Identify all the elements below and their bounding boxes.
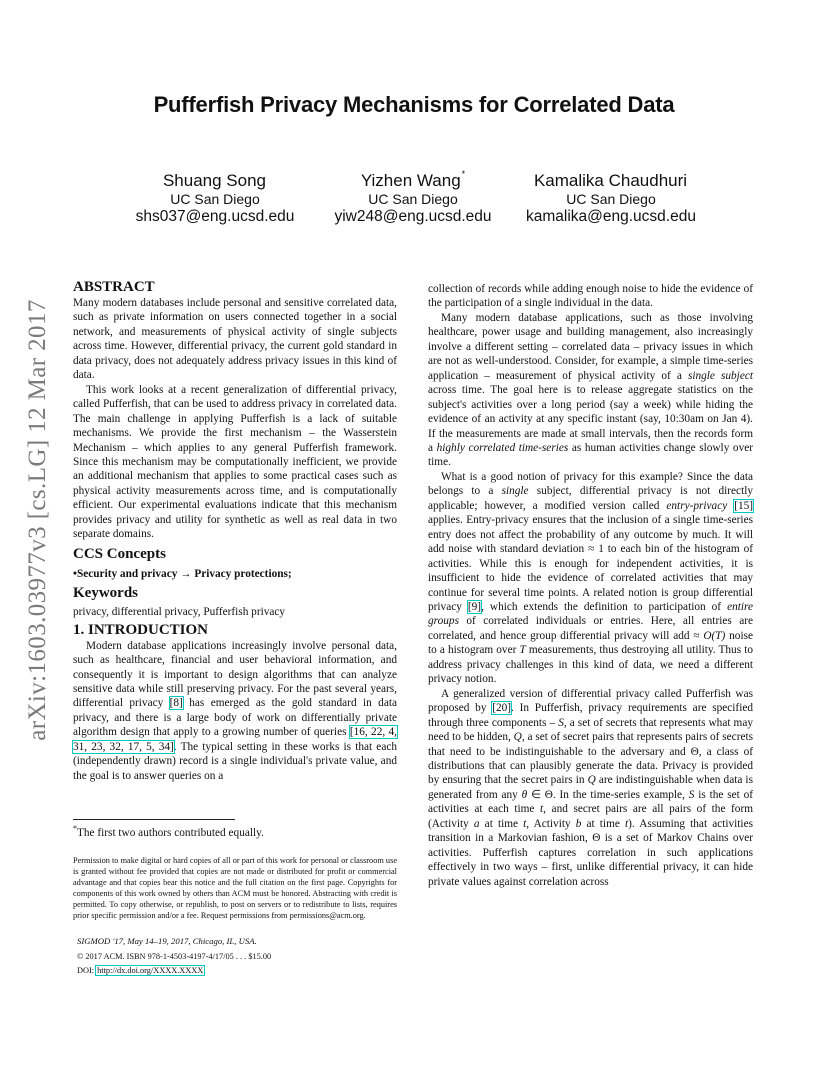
right-column	[428, 282, 753, 889]
intro-paragraph: Many modern database applications, such as those involving healthcare, power usage and building management, also increasingly involve a different setting – correlated data – privacy issues in which are not as well-understood. Consider, for example, a simple time-series application – measurement of physical activity of a single subject across time. The goal here is to release aggregate statistics on the subject's activities over a long period (say a week) while hiding the evidence of an activity at any specific instant (say, 10:30am on Jan 4). If the measurements are made at small intervals, then the records form a highly correlated time-series as human activities change slowly over time.	[428, 311, 754, 469]
ccs-concepts: •Security and privacy → Privacy protections;	[73, 567, 292, 580]
intro-paragraph: What is a good notion of privacy for this example? Since the data belongs to a single subject, differential privacy is not directly applicable; however, a modified version called entry-privacy [15] applies. Entry-privacy ensures that the inclusion of a single time-series entry does not affect the probability of any outcome by much. It will add noise with standard deviation ≈ 1 to each bin of the histogram of activities. While this is enough for independent activities, it is insufficient to hide the evidence of correlated activities that may continue for several time points. A related notion is group differential privacy [9], which extends the definition to participation of entire groups of correlated individuals or entries. Here, all entries are correlated, and hence group differential privacy will add ≈ O(T) noise to a histogram over T measurements, thus destroying all utility. Thus to address privacy challenges in this kind of data, we need a different privacy notion.	[428, 470, 754, 686]
keywords-heading: Keywords	[73, 585, 138, 602]
abstract-paragraph: This work looks at a recent generalization of differential privacy, called Pufferfish, that can be used to address privacy in correlated data. The main challenge in applying Pufferfish is a lack of suitable mechanisms. We provide the first mechanism – the Wasserstein Mechanism – which applies to any general Pufferfish framework. Since this mechanism may be computationally inefficient, we provide an additional mechanism that applies to some practical cases such as physical activity measurements across time, and is computationally efficient. Our experimental evaluations indicate that this mechanism provides privacy and utility for synthetic as well as real data in two separate domains.	[73, 383, 397, 541]
intro-paragraph: collection of records while adding enough noise to hide the evidence of the participation of a single individual in the data.	[428, 283, 753, 310]
author-affiliation: UC San Diego	[368, 191, 458, 207]
ccs-heading: CCS Concepts	[73, 545, 166, 562]
keywords-text: privacy, differential privacy, Pufferfish privacy	[73, 606, 286, 619]
author-email: shs037@eng.ucsd.edu	[135, 208, 295, 225]
author-email: yiw248@eng.ucsd.edu	[334, 208, 492, 225]
paper-title: Pufferfish Privacy Mechanisms for Correlated Data	[153, 92, 675, 117]
citation-link[interactable]: [20]	[492, 702, 512, 715]
citation-link[interactable]: [8]	[169, 697, 183, 710]
abstract-paragraph: Many modern databases include personal and sensitive correlated data, such as private information on users connected together in a social network, and measurements of physical activity of single subjects across time. However, differential privacy, the current gold standard in data privacy, does not adequately address privacy issues in this kind of data.	[73, 297, 397, 382]
citation-link[interactable]: [9]	[467, 600, 482, 613]
author-affiliation: UC San Diego	[170, 191, 260, 207]
intro-paragraph: Modern database applications increasingly involve personal data, such as healthcare, financial and user behavioral information, and consequently it is important to design algorithms that can analyze sensitive data while still preserving privacy. For the past several years, differential privacy [8] has emerged as the gold standard in data privacy, and there is a large body of work on differentially private algorithm design that apply to a growing number of queries [16, 22, 4, 31, 23, 32, 17, 5, 34]. The typical setting in these works is that each (independently drawn) record is a single individual's private value, and the goal is to answer queries on a	[73, 639, 398, 782]
doi-line: DOI: http://dx.doi.org/XXXX.XXXX	[77, 966, 204, 975]
author-name: Kamalika Chaudhuri	[533, 171, 688, 190]
author-name: Yizhen Wang*	[360, 169, 466, 190]
citation-link[interactable]: [16, 22, 4, 31, 23, 32, 17, 5, 34]	[73, 726, 397, 753]
author-block	[512, 164, 710, 226]
doi-link[interactable]: http://dx.doi.org/XXXX.XXXX	[97, 966, 204, 975]
author-block	[122, 164, 308, 226]
author-email: kamalika@eng.ucsd.edu	[526, 208, 696, 225]
author-affiliation: UC San Diego	[566, 191, 656, 207]
abstract-heading: ABSTRACT	[73, 279, 155, 295]
author-name: Shuang Song	[162, 171, 267, 190]
intro-paragraph: A generalized version of differential privacy called Pufferfish was proposed by [20]. In Pufferfish, privacy requirements are specified through three components – S, a set of secrets that represents what may need to be hidden, Q, a set of secret pairs that represents pairs of secrets that need to be indistinguishable to the adversary and Θ, a class of distributions that can plausibly generate the data. Privacy is provided by ensuring that the secret pairs in Q are indistinguishable when data is generated from any θ ∈ Θ. In the time-series example, S is the set of activities at each time t, and secret pairs are all pairs of the form (Activity a at time t, Activity b at time t). Assuming that activities transition in a Markovian fashion, Θ is a set of Markov Chains over activities. Pufferfish captures correlation in such applications effectively in two ways – first, unlike differential privacy, it can hide private values against correlation across	[428, 687, 754, 888]
citation-link[interactable]: [15]	[734, 499, 754, 512]
introduction-heading: 1. INTRODUCTION	[73, 621, 209, 638]
footnote-rule	[73, 819, 235, 820]
footnote: *The first two authors contributed equally.	[73, 824, 264, 839]
author-block	[318, 164, 508, 226]
permission-notice: Permission to make digital or hard copies of all or part of this work for personal or classroom use is granted without fee provided that copies are not made or distributed for profit or commercial advantage and that copies bear this notice and the full citation on the first page. Copyrights for components of this work owned by others than ACM must be honored. Abstracting with credit is permitted. To copy otherwise, or republish, to post on servers or to redistribute to lists, requires prior specific permission and/or a fee. Request permissions from permissions@acm.org.	[73, 856, 397, 921]
conference-info: SIGMOD '17, May 14–19, 2017, Chicago, IL, USA.	[77, 936, 257, 946]
copyright-line: © 2017 ACM. ISBN 978-1-4503-4197-4/17/05 . . . $15.00	[77, 952, 272, 961]
left-column	[73, 278, 397, 783]
arxiv-identifier-stamp: arXiv:1603.03977v3 [cs.LG] 12 Mar 2017	[24, 299, 51, 741]
